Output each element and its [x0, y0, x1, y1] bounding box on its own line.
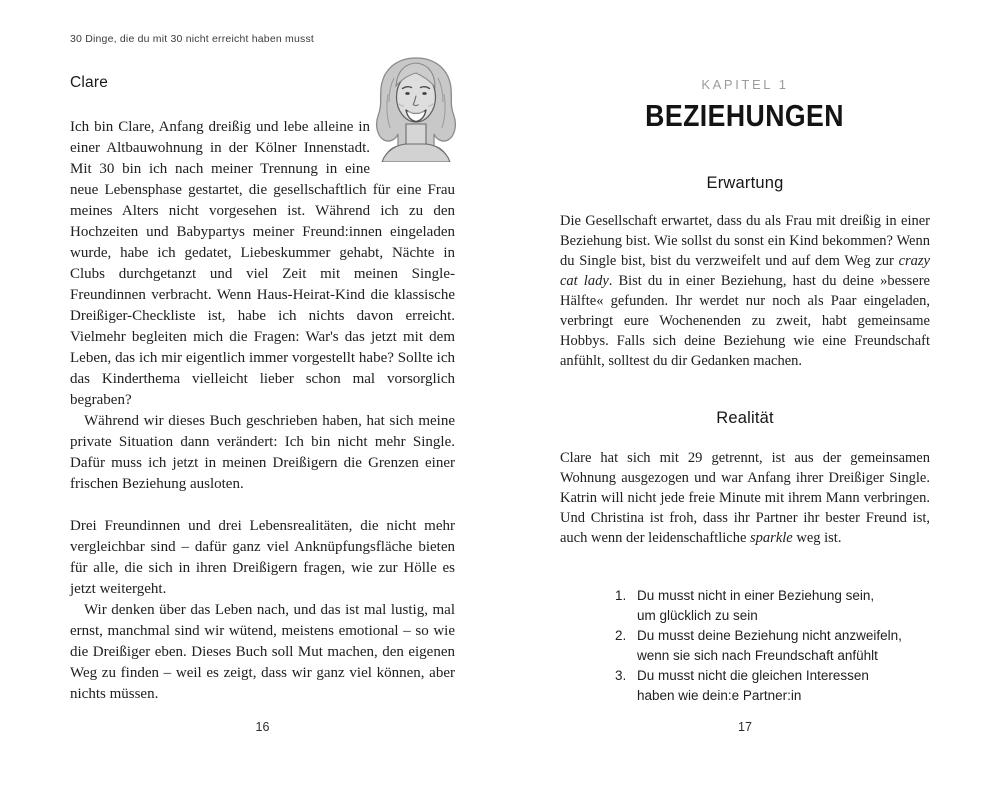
list-item-line: Du musst nicht die gleichen Interessen — [637, 668, 869, 683]
heading-realitaet: Realität — [716, 409, 774, 427]
page-number-right: 17 — [738, 720, 752, 734]
left-body-text — [70, 117, 455, 705]
list-item-text — [637, 586, 915, 626]
list-item-text — [637, 626, 915, 666]
page-number-left: 16 — [255, 720, 270, 734]
running-header: 30 Dinge, die du mit 30 nicht erreicht haben musst — [70, 33, 315, 45]
list-item-number: 1. — [615, 588, 627, 603]
list-item — [615, 666, 915, 706]
paragraph-intro: Ich bin Clare, Anfang dreißig und lebe alleine in einer Altbauwohnung in der Kölner Innenstadt. Mit 30 bin ich nach meiner Trennung in eine neue Lebensphase gestartet, die gesellschaftlich für eine Frau meines Alters nicht vorgesehen ist. Während ich zu den Hochzeiten und Babypartys meiner Freund:innen eingeladen wurde, habe ich gedatet, Liebeskummer gehabt, Nächte in Clubs durchgetanzt und viel Zeit mit meinen Single-Freundinnen verbracht. Wenn Haus-Heirat-Kind die klassische Dreißiger-Checkliste ist, habe ich nichts davon erreicht. Vielmehr begleiten mich die Fragen: War's das jetzt mit dem Leben, das ich mir eigentlich immer vorgestellt habe? Sollte ich das Kinderthema vielleicht lieber schon mal vorsorglich begraben? — [70, 119, 455, 408]
portrait-text-wrap-spacer — [370, 117, 455, 165]
list-item-number: 2. — [615, 628, 627, 643]
rules-list — [615, 586, 915, 706]
paragraph-erwartung — [560, 211, 930, 371]
list-item-number: 3. — [615, 668, 627, 683]
chapter-title — [560, 99, 930, 133]
chapter-title-text: BEZIEHUNGEN — [645, 98, 845, 133]
paragraph-three-friends: Drei Freundinnen und drei Lebensrealitäten, die nicht mehr vergleichbar sind – dafür ganz viel Anknüpfungsfläche bieten für alle, die sich in ihren Dreißigern fragen, wie zur Hölle es jetzt weitergeht. — [70, 518, 455, 597]
list-item-text — [637, 666, 915, 706]
erwartung-text-1: Die Gesellschaft erwartet, dass du als Frau mit dreißig in einer Beziehung bist. Wie sollst du sonst ein Kind bekommen? Wenn du Single bist, bist du verzweifelt und auf dem Weg zur — [560, 213, 930, 269]
paragraph-book-purpose: Wir denken über das Leben nach, und das ist mal lustig, mal ernst, manchmal sind wir wütend, meistens emotional – so wie die Dreißiger eben. Dieses Buch soll Mut machen, den eigenen Weg zu finden – weil es zeigt, dass wir ganz viel können, aber nichts müssen. — [70, 602, 455, 702]
list-item-line: wenn sie sich nach Freundschaft anfühlt — [637, 648, 878, 663]
left-page — [70, 0, 455, 797]
list-item-line: haben wie dein:e Partner:in — [637, 688, 802, 703]
chapter-kicker: KAPITEL 1 — [701, 77, 789, 92]
erwartung-text-2: . Bist du in einer Beziehung, hast du deine »bessere Hälfte« gefunden. Ihr werdet nur noch als Paar eingeladen, verbringt eure Wochenenden zu zweit, habt gemeinsame Hobbys. Falls sich deine Beziehung wie eine Freundschaft anfühlt, solltest du dir Gedanken machen. — [560, 273, 930, 369]
list-item — [615, 586, 915, 626]
realitaet-text-1: Clare hat sich mit 29 getrennt, ist aus der gemeinsamen Wohnung ausgezogen und war Anfang ihrer Dreißiger Single. Katrin will nicht jede freie Minute mit ihrem Mann verbringen. Und Christina ist froh, dass ihr Partner ihr bester Freund ist, auch wenn der leidenschaftliche — [560, 450, 930, 546]
list-item-line: um glücklich zu sein — [637, 608, 758, 623]
section-title-clare: Clare — [70, 74, 109, 91]
realitaet-italic-phrase: sparkle — [750, 530, 793, 546]
paragraph-realitaet — [560, 448, 930, 548]
erwartung-italic-phrase: crazy cat lady — [560, 253, 930, 289]
realitaet-text-2: weg ist. — [792, 530, 842, 546]
list-item — [615, 626, 915, 666]
right-page — [560, 0, 930, 797]
list-item-line: Du musst nicht in einer Beziehung sein, — [637, 588, 875, 603]
list-item-line: Du musst deine Beziehung nicht anzweifeln, — [637, 628, 902, 643]
heading-erwartung: Erwartung — [706, 174, 784, 192]
paragraph-update: Während wir dieses Buch geschrieben haben, hat sich meine private Situation dann verändert: Ich bin nicht mehr Single. Dafür muss ich jetzt in meinen Dreißigern die Grenzen einer frischen Beziehung ausloten. — [70, 413, 455, 492]
